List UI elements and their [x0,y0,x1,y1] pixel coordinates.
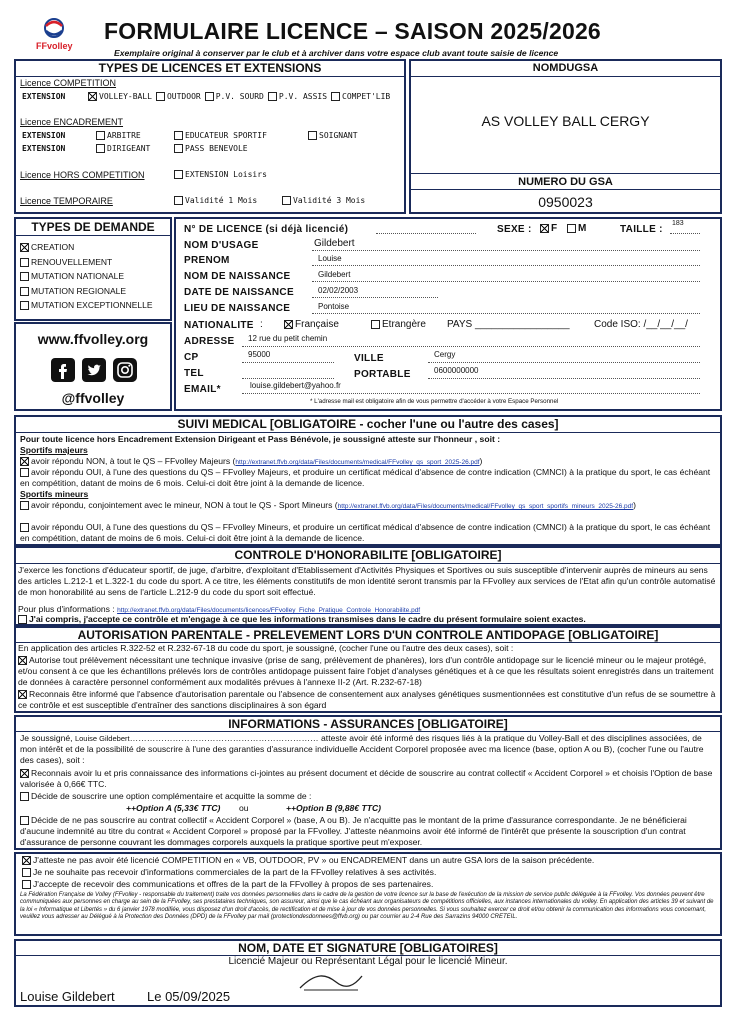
date-naissance-label: DATE DE NAISSANCE [184,287,294,298]
nom-naissance-value: Gildebert [318,270,351,279]
checkbox-outdoor[interactable]: OUTDOOR [156,92,201,101]
page-title: FORMULAIRE LICENCE – SAISON 2025/2026 [104,18,601,44]
website-link[interactable]: www.ffvolley.org [37,331,149,347]
signature-name: Louise Gildebert [20,989,115,1004]
extension-label: EXTENSION [22,144,66,153]
honorabilite-title: CONTROLE D'HONORABILITE [OBLIGATOIRE] [16,548,720,564]
checkbox-no-insurance[interactable]: Décide de ne pas souscrire au contrat collectif « Accident Corporel » (base, A ou B). Je n'acquitte pas le montant de la prime d'assurance correspondante. Je ne bénéficierai d'aucune indemnité au titre du contrat « Accident Corporel » proposé par la FFvolley. J'atteste néanmoins avoir été informé de l'intérêt que présente la souscription d'un contrat d'assurance de personne couvrant les dommages corporels auxquels la pratique sportive peut m'exposer. [20,815,687,847]
ffvolley-logo [28,14,80,54]
checkbox-educateur[interactable]: EDUCATEUR SPORTIF [174,131,267,140]
checkbox-honorabilite[interactable]: J'ai compris, j'accepte ce contrôle et m'engage à ce que les informations transmises dans le cadre du présent formulaire soient exactes. [18,614,718,625]
lieu-naissance-label: LIEU DE NAISSANCE [184,303,291,314]
checkbox-creation[interactable]: CREATION [20,240,153,255]
tel-label: TEL [184,368,204,379]
social-section [14,322,172,411]
cp-field[interactable] [242,362,334,363]
checkbox-validite-3[interactable]: Validité 3 Mois [282,196,365,205]
nom-usage-field[interactable] [312,250,700,251]
majeurs-heading: Sportifs majeurs [20,445,88,455]
checkbox-autorise[interactable]: Autorise tout prélèvement nécessitant une technique invasive (prise de sang, prélèvement de phanères), lors d'un contrôle antidopage sur le licencié mineur ou le majeur protégé, et/ou consent à ce que les échantillons prélevés lors de contrôles antidopage puissent faire l'objet d'analyses génétiques et à ce que les résultats soient enregistrés dans un traitement de données à caractère personnel conformément aux modalités prévues à l'annexe II-2 (Art. R.232-67-18) [18,655,714,687]
checkbox-francaise[interactable]: Française [284,319,339,330]
checkbox-reconnais[interactable]: Reconnais être informé que l'absence d'autorisation parentale ou l'absence de consentement aux analyses génétiques susmentionnées est constitutive d'un refus de se soumettre à ce contrôle et est susceptible d'entraîner des sanctions disciplinaires à son égard [18,689,716,710]
date-naissance-value: 02/02/2003 [318,286,359,295]
checkbox-etrangere[interactable]: Etrangère [371,319,426,330]
gsa-number: 0950023 [538,194,593,210]
checkbox-mineurs-oui[interactable]: avoir répondu OUI, à l'une des questions du QS – FFvolley Mineurs, et produire un certificat médical d'absence de contre indication (CMNCI) à la pratique du sport, le cas échéant en compétition, datant de moins de 6 mois. Celui-ci doit être joint à la demande de licence. [20,522,711,543]
parental-section [14,626,722,713]
declarations-section [14,852,722,936]
checkbox-validite-1[interactable]: Validité 1 Mois [174,196,257,205]
checkbox-soignant[interactable]: SOIGNANT [308,131,358,140]
insurance-section [14,715,722,850]
checkbox-pv-assis[interactable]: P.V. ASSIS [268,92,327,101]
prenom-field[interactable] [312,265,700,266]
licence-number-label: N° DE LICENCE (si déjà licencié) [184,224,349,235]
taille-value: 183 [672,220,684,227]
social-handle: @ffvolley [61,390,125,406]
honorabilite-link[interactable]: http://extranet.ffvb.org/data/Files/documents/licences/FFvolley_Fiche_Pratique_Controle_Honorabilite.pdf [117,607,421,614]
prenom-label: PRENOM [184,255,230,266]
twitter-icon[interactable] [82,358,106,387]
nom-usage-value: Gildebert [314,238,355,249]
licence-temporaire-label: Licence TEMPORAIRE [20,196,113,206]
demande-section [14,217,172,321]
checkbox-compet-lib[interactable]: COMPET'LIB [331,92,390,101]
date-naissance-field[interactable] [312,297,438,298]
instagram-icon[interactable] [113,358,137,387]
ville-value: Cergy [434,350,456,359]
gsa-section [409,59,722,214]
adresse-value: 12 rue du petit chemin [248,334,328,343]
email-note: * L'adresse mail est obligatoire afin de vous permettre d'accéder à votre Espace Personnel [310,398,559,405]
gsa-numero-title: NUMERO DU GSA [411,173,720,190]
honorabilite-section [14,546,722,626]
checkbox-pv-sourd[interactable]: P.V. SOURD [205,92,264,101]
email-field[interactable] [242,393,700,394]
tel-field[interactable] [242,378,334,379]
checkbox-majeurs-oui[interactable]: avoir répondu OUI, à l'une des questions du QS – FFvolley Majeurs, et produire un certificat médical d'absence de contre indication (CMNCI) à la pratique du sport, le cas échéant en compétition, datant de moins de 6 mois. Celui-ci doit être joint à la demande de licence. [20,467,711,488]
signature-section [14,939,722,1007]
gsa-nom-title: NOMDUGSA [411,61,720,77]
sexe-label: SEXE : [497,224,532,235]
adresse-label: ADRESSE [184,336,235,347]
licence-types-title: TYPES DE LICENCES ET EXTENSIONS [16,61,404,77]
option-a-label: ++Option A (5,33€ TTC) [126,803,221,813]
portable-label: PORTABLE [354,369,411,380]
checkbox-majeurs-non[interactable]: avoir répondu NON, à tout le QS – FFvolley Majeurs (http://extranet.ffvb.org/data/Files/documents/medical/FFvolley_qs_sport_2025-26.pdf) [20,456,716,468]
pays-field[interactable]: PAYS _________________ [447,319,570,330]
prenom-value: Louise [318,254,342,263]
facebook-icon[interactable] [51,358,75,387]
code-iso-field[interactable]: Code ISO: /__/__/__/ [594,319,688,330]
signature-drawing [296,968,366,1003]
licence-competition-label: Licence COMPETITION [20,78,117,88]
insurance-title: INFORMATIONS - ASSURANCES [OBLIGATOIRE] [16,717,720,732]
adresse-field[interactable] [242,346,700,347]
portable-value: 0600000000 [434,366,479,375]
checkbox-volley-ball[interactable]: VOLLEY-BALL [88,92,152,101]
parental-intro: En application des articles R.322-52 et R.232-67-18 du code du sport, je soussigné, (cocher l'une ou l'autre des deux cases), soit : [18,643,514,653]
insurance-intro: Je soussigné, Louise Gildebert………………………………………………………… atteste avoir été informé des risques liés à la pratique du Volley-Ball et des disciplines associées, de mon intérêt et de la possibilité de souscrire à l'une des garanties d'assurance individuelle Accident Corporel proposée avec ma licence (base, option A ou B), (cocher l'une ou l'autre des cases), soit : [20,733,704,765]
medical-intro: Pour toute licence hors Encadrement Extension Dirigeant et Pass Bénévole, je soussigné atteste sur l'honneur , soit : [20,434,501,444]
checkbox-mutation-nationale[interactable]: MUTATION NATIONALE [20,269,153,284]
logo-text: FFvolley [36,41,73,51]
licence-encadrement-label: Licence ENCADREMENT [20,117,124,127]
checkbox-no-previous-licence[interactable]: J'atteste ne pas avoir été licencié COMPETITION en « VB, OUTDOOR, PV » ou ENCADREMENT dans un autre GSA lors de la saison précédente. [22,855,716,866]
checkbox-no-commercial[interactable]: Je ne souhaite pas recevoir d'informations commerciales de la part de la FFvolley relatives à ses activités. [22,867,716,878]
licence-number-field[interactable] [376,233,476,234]
identity-section: N° DE LICENCE (si déjà licencié) SEXE : F M TAILLE : 183 NOM D'USAGE Gildebert PRENOM Louise NOM DE NAISSANCE Gildebert DATE DE NAISSANCE 02/02/2003 LIEU DE NAISSANCE Pontoise NATIONALITE : Française Etrangère PAYS _________________ Code ISO: /__/__/__/ ADRESSE 12 rue du petit chemin CP 95000 VILLE Cergy TEL PORTABLE 0600000000 EMAIL* louise.gildebert@yahoo.fr * L'adresse mail est obligatoire afin de vous permettre d'accéder à votre Espace Personnel [174,217,722,411]
checkbox-mutation-regionale[interactable]: MUTATION REGIONALE [20,284,153,299]
email-value: louise.gildebert@yahoo.fr [250,381,341,390]
medical-section [14,415,722,546]
checkbox-arbitre[interactable]: ARBITRE [96,131,141,140]
signature-subtitle: Licencié Majeur ou Représentant Légal pour le licencié Mineur. [228,956,508,967]
parental-title: AUTORISATION PARENTALE - PRELEVEMENT LORS D'UN CONTROLE ANTIDOPAGE [OBLIGATOIRE] [16,628,720,643]
email-label: EMAIL* [184,384,221,395]
option-or-label: ou [239,803,249,813]
cp-value: 95000 [248,350,271,359]
demande-title: TYPES DE DEMANDE [16,219,170,236]
extension-label: EXTENSION [22,92,66,102]
checkbox-pass-benevole[interactable]: PASS BENEVOLE [174,144,248,153]
option-b-label: ++Option B (9,88€ TTC) [286,803,382,813]
checkbox-option-base[interactable]: Reconnais avoir lu et pris connaissance des informations ci-jointes au présent document et décide de souscrire au contrat collectif « Accident Corporel » et choisis l'Option de base valorisée à 0,66€ TTC. [20,768,713,789]
nom-naissance-field[interactable] [312,281,700,282]
lieu-naissance-field[interactable] [312,313,700,314]
mineurs-heading: Sportifs mineurs [20,489,89,499]
portable-field[interactable] [428,378,700,379]
nom-usage-label: NOM D'USAGE [184,240,259,251]
cp-label: CP [184,352,199,363]
checkbox-m[interactable]: M [567,223,586,234]
nom-naissance-label: NOM DE NAISSANCE [184,271,291,282]
lieu-naissance-value: Pontoise [318,302,350,311]
checkbox-dirigeant[interactable]: DIRIGEANT [96,144,150,153]
signature-title: NOM, DATE ET SIGNATURE [OBLIGATOIRES] [16,941,720,956]
legal-notice: La Fédération Française de Volley (FFvolley - responsable du traitement) traite vos données personnelles dans le cadre de la gestion de votre licence sur la base de l'exécution de la mission de service public déléguée à la FFvolley. Vos données peuvent être communiquées aux personnes en charge au sein de la FFvolley, ses prestataires techniques, son assureur, ainsi que le cas échéant aux organisateurs de compétitions officielles, aux instances internationales du volley. En application des articles 39 et suivant de la loi « Informatique et Libertés » du 6 janvier 1978 modifiée, vous disposez d'un droit d'accès, de rectification et de mise à jour de vos données personnelles. Si vous souhaitez exercer ce droit et/ou obtenir la communication des informations vous concernant, veuillez vous adresser au Délégué à la Protection des Données (DPD) de la FFvolley par mail (protectiondesdonnees@ffvb.org) ou par courrier au 2-4 Rue des Sarrazins 94000 CRETEIL. [20,892,714,921]
taille-field[interactable] [670,233,700,234]
honorabilite-text: J'exerce les fonctions d'éducateur sportif, de juge, d'arbitre, d'exploitant d'Etablissement d'Activités Physiques et Sportives ou suis susceptible d'intervenir auprès de mineurs au sens des articles L.212-1 et L.322-1 du code du sport. A ce titre, les éléments constitutifs de mon identité seront transmis par la FFvolley aux services de l'Etat afin qu'un contrôle automatisé de mon honorabilité au sens de l'article L.212-9 du code du sport soit effectué. [18,565,716,597]
licence-hors-label: Licence HORS COMPETITION [20,170,145,180]
taille-label: TAILLE : [620,224,663,235]
ville-label: VILLE [354,353,384,364]
page-subtitle: Exemplaire original à conserver par le club et à archiver dans votre espace club avant toute saisie de licence [114,48,559,58]
nationalite-label: NATIONALITE [184,320,254,331]
checkbox-loisirs[interactable]: EXTENSION Loisirs [174,170,267,179]
checkbox-option-complementaire[interactable]: Décide de souscrire une option complémentaire et acquitte la somme de : [20,791,716,802]
checkbox-f[interactable]: F [540,223,557,234]
checkbox-mutation-exceptionnelle[interactable]: MUTATION EXCEPTIONNELLE [20,298,153,313]
checkbox-renouvellement[interactable]: RENOUVELLEMENT [20,255,153,270]
gsa-name: AS VOLLEY BALL CERGY [481,113,650,129]
checkbox-mineurs-non[interactable]: avoir répondu, conjointement avec le mineur, NON à tout le QS - Sport Mineurs (http://extranet.ffvb.org/data/Files/documents/medical/FFvolley_qs_sport_sportifs_mineurs_2025-26.pdf) [20,500,716,512]
extension-label: EXTENSION [22,131,66,140]
medical-title: SUIVI MEDICAL [OBLIGATOIRE - cocher l'une ou l'autre des cases] [16,417,720,433]
more-info-label: Pour plus d'informations : [18,604,115,614]
signature-date: Le 05/09/2025 [147,989,231,1004]
licence-types-section [14,59,406,214]
checkbox-partner-offers[interactable]: J'accepte de recevoir des communications et offres de la part de la FFvolley à propos de ses partenaires. [22,879,716,890]
ville-field[interactable] [428,362,700,363]
